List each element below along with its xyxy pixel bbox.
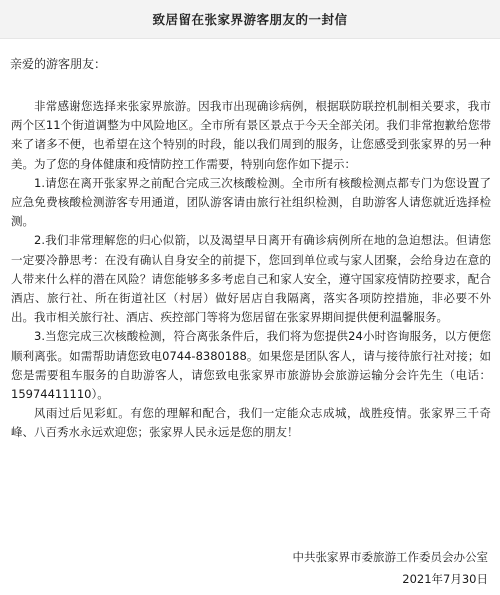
signature-block [293,546,489,590]
tip-2-paragraph: 2.我们非常理解您的归心似箭，以及渴望早日离开有确诊病例所在地的急迫想法。但请您一定要冷静思考：在没有确认自身安全的前提下，您回到单位或与家人团聚，会给身边在意的人带来什么样的潜在风险？请您能够多多考虑自己和家人安全，遵守国家疫情防控要求，配合酒店、旅行社、所在街道社区（村居）做好居店自我隔离，落实各项防控措施，非必要不外出。我市相关旅行社、酒店、疾控部门等将为您居留在张家界期间提供便利温馨服务。 [11,233,491,325]
signature-date: 2021年7月30日 [402,572,488,586]
tip-3-paragraph: 3.当您完成三次核酸检测，符合离张条件后，我们将为您提供24小时咨询服务，以方便您顺利离张。如需帮助请您致电0744-8380188。如果您是团队客人，请与接待旅行社对接；如您是需要租车服务的自助游客人，请您致电张家界市旅游协会旅游运输分会许先生（电话：15974411110）。 [11,329,491,402]
letter-title: 致居留在张家界游客朋友的一封信 [152,12,348,27]
intro-paragraph: 非常感谢您选择来张家界旅游。因我市出现确诊病例，根据联防联控机制相关要求，我市两个区11个街道调整为中风险地区。全市所有景区景点于今天全部关闭。我们非常抱歉给您带来了诸多不便，也希望在这个特别的时段，能以我们周到的服务，让您感受到张家界的另一种美。为了您的身体健康和疫情防控工作需要，特别向您作如下提示： [11,99,491,171]
closing-paragraph: 风雨过后见彩虹。有您的理解和配合，我们一定能众志成城，战胜疫情。张家界三千奇峰、八百秀水永远欢迎您；张家界人民永远是您的朋友！ [11,406,491,440]
title-bar [0,0,500,39]
salutation: 亲爱的游客朋友： [10,57,107,71]
signature-organization: 中共张家界市委旅游工作委员会办公室 [292,550,488,564]
tip-1-paragraph: 1.请您在离开张家界之前配合完成三次核酸检测。全市所有核酸检测点都专门为您设置了应急免费核酸检测游客专用通道，团队游客请由旅行社组织检测，自助游客人请您就近选择检测。 [11,175,491,229]
letter-body [11,97,491,443]
